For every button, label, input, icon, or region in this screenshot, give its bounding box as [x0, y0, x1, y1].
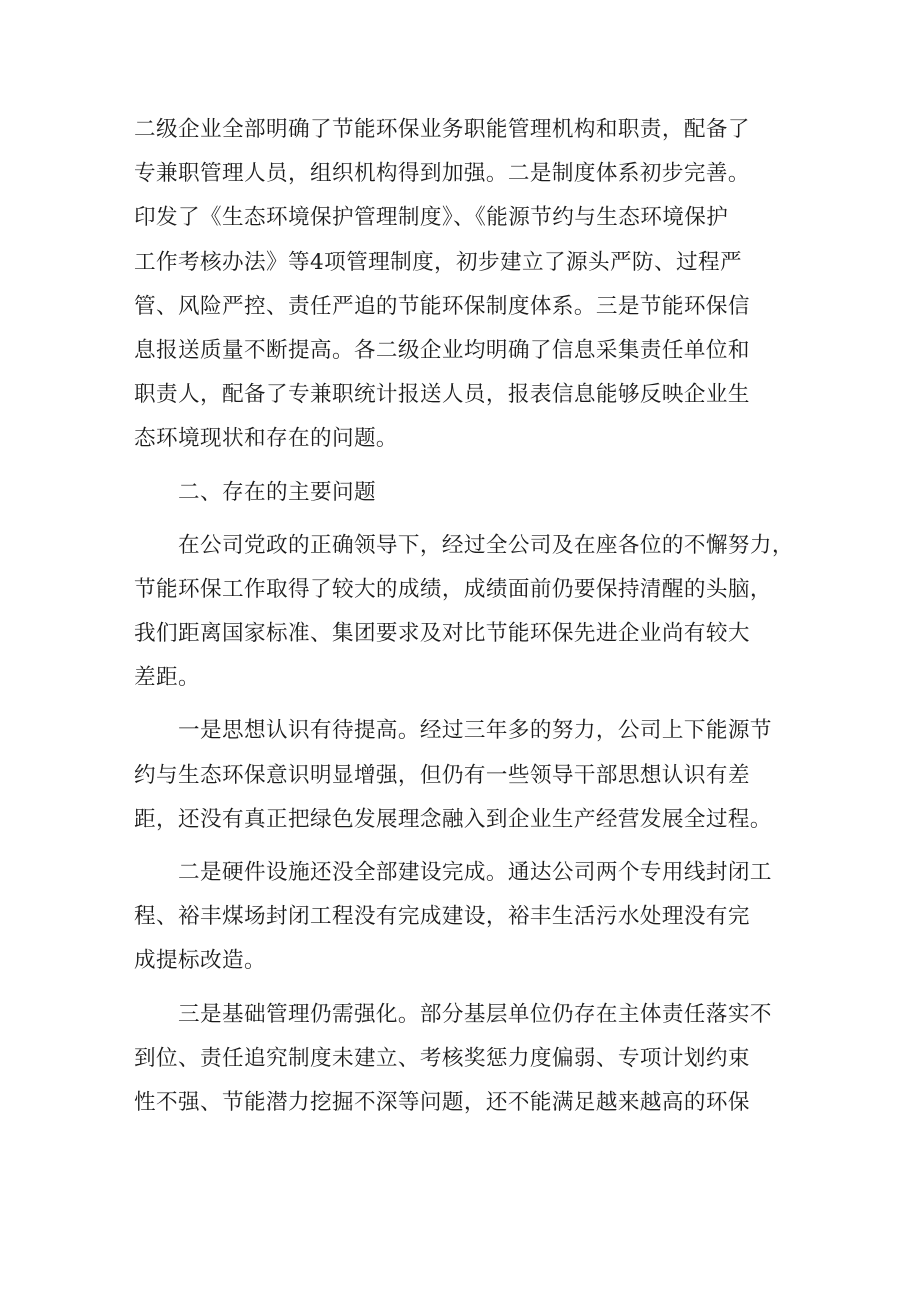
- text-line: 态环境现状和存在的问题。: [134, 426, 398, 452]
- text-line: 约与生态环保意识明显增强，但仍有一些领导干部思想认识有差: [134, 762, 750, 788]
- text-line: 管、风险严控、责任严追的节能环保制度体系。三是节能环保信: [134, 293, 750, 319]
- document-body: [134, 108, 794, 1125]
- section-heading: [134, 471, 794, 515]
- text-line: 在公司党政的正确领导下，经过全公司及在座各位的不懈努力，: [134, 532, 794, 558]
- text-line: 印发了《生态环境保护管理制度》、《能源节约与生态环境保护: [134, 205, 729, 231]
- text-line: 二是硬件设施还没全部建设完成。通达公司两个专用线封闭工: [134, 860, 772, 885]
- text-line: 息报送质量不断提高。各二级企业均明确了信息采集责任单位和: [134, 337, 750, 363]
- text-line: 工作考核办法》等4项管理制度，初步建立了源头严防、过程严: [134, 249, 742, 275]
- text-line: 我们距离国家标准、集团要求及对比节能环保先进企业尚有较大: [134, 621, 750, 647]
- text-line: 三是基础管理仍需强化。部分基层单位仍存在主体责任落实不: [134, 1001, 772, 1027]
- paragraph-spacer: [134, 984, 794, 993]
- paragraph-achievements: [134, 108, 794, 462]
- text-line: 二级企业全部明确了节能环保业务职能管理机构和职责，配备了: [134, 117, 750, 142]
- text-line: 差距。: [134, 665, 200, 691]
- text-line: 一是思想认识有待提高。经过三年多的努力，公司上下能源节: [134, 718, 772, 744]
- text-line: 专兼职管理人员，组织机构得到加强。二是制度体系初步完善。: [134, 161, 750, 187]
- paragraph-problem-2: [134, 851, 794, 984]
- paragraph-spacer: [134, 462, 794, 471]
- paragraph-problem-3: [134, 993, 794, 1126]
- paragraph-spacer: [134, 515, 794, 524]
- text-line: 距，还没有真正把绿色发展理念融入到企业生产经营发展全过程。: [134, 806, 772, 832]
- paragraph-spacer: [134, 700, 794, 709]
- text-line: 程、裕丰煤场封闭工程没有完成建设，裕丰生活污水处理没有完: [134, 904, 750, 930]
- text-line: 到位、责任追究制度未建立、考核奖惩力度偏弱、专项计划约束: [134, 1045, 750, 1071]
- text-line: 二、存在的主要问题: [134, 479, 376, 505]
- paragraph-intro-problems: [134, 524, 794, 701]
- paragraph-spacer: [134, 842, 794, 851]
- text-line: 职责人，配备了专兼职统计报送人员，报表信息能够反映企业生: [134, 382, 750, 408]
- text-line: 性不强、节能潜力挖掘不深等问题，还不能满足越来越高的环保: [134, 1089, 750, 1115]
- paragraph-problem-1: [134, 709, 794, 842]
- text-line: 节能环保工作取得了较大的成绩，成绩面前仍要保持清醒的头脑，: [134, 576, 772, 602]
- text-line: 成提标改造。: [134, 948, 266, 974]
